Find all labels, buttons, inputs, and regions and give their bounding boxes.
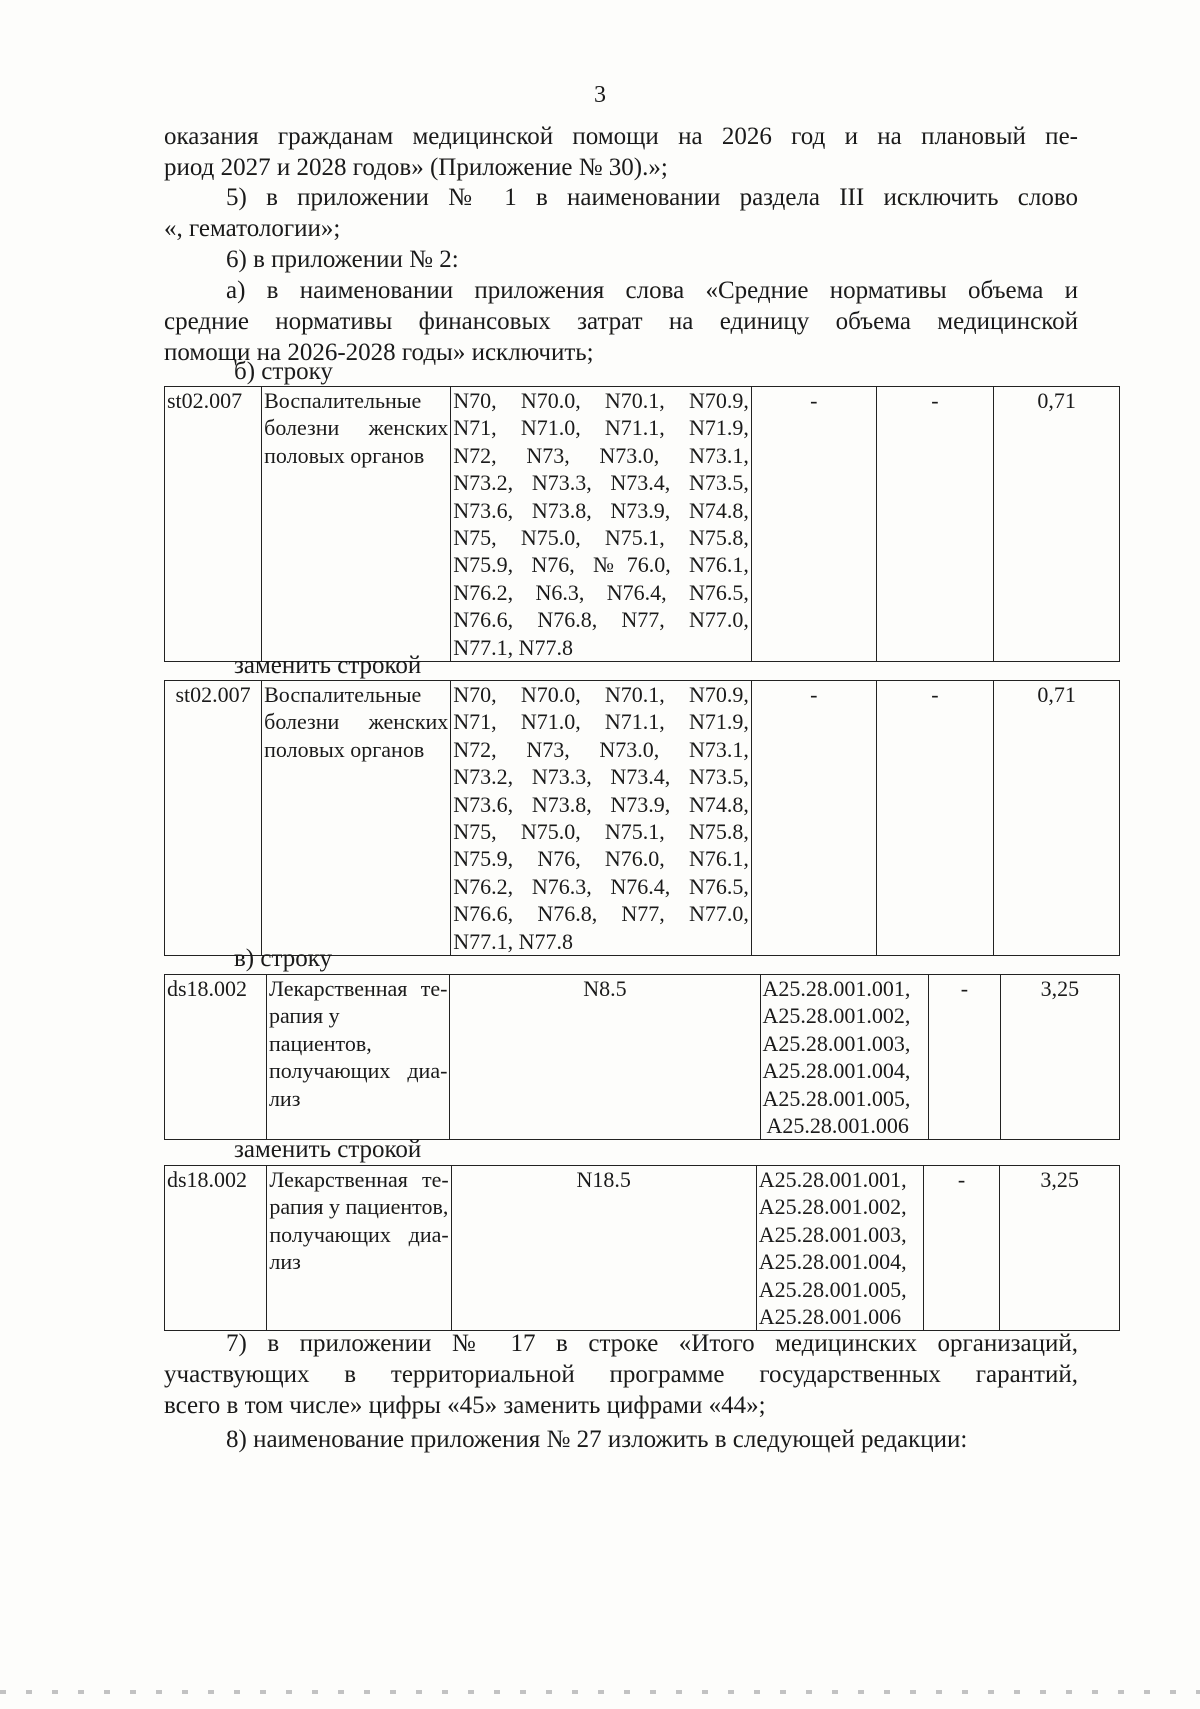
name-line: Воспалительные (264, 682, 422, 707)
code-cell: st02.007 (165, 681, 262, 956)
icd-codes-cell: N8.5 (450, 975, 760, 1140)
item-5-line-2: «, гематологии»; (164, 215, 341, 242)
service-line: A25.28.001.004, (762, 1058, 911, 1084)
name-line: лиз (268, 1085, 301, 1111)
intro-paragraph (164, 121, 1078, 183)
code-cell: st02.007 (165, 387, 262, 662)
icd-line: N70, N70.0, N70.1, N70.9, (453, 682, 749, 707)
services-cell (760, 975, 928, 1140)
coefficient-cell: 0,71 (994, 681, 1120, 956)
table-row (165, 1166, 1120, 1331)
dash-cell: - (928, 975, 1000, 1140)
service-line: A25.28.001.005, (762, 1085, 911, 1111)
dash-cell: - (923, 1166, 1000, 1331)
code-cell: ds18.002 (165, 975, 267, 1140)
name-line: получающих диа- (269, 1221, 449, 1247)
name-line: половых органов (264, 442, 425, 468)
service-line: A25.28.001.003, (762, 1030, 911, 1056)
icd-line: N77.1, N77.8 (453, 928, 574, 954)
dash-cell: - (876, 681, 994, 956)
table-replacement-st02-007 (164, 680, 1120, 956)
name-line: половых органов (264, 736, 425, 762)
scan-edge-artifact (0, 1690, 1200, 1694)
dash-cell: - (876, 387, 994, 662)
table-replacement-ds18-002 (164, 1165, 1120, 1331)
label-v-row: в) строку (234, 945, 332, 972)
name-line: болезни женских (264, 415, 449, 441)
item-6a-line-3: помощи на 2026-2028 годы» исключить; (164, 339, 594, 366)
name-line: болезни женских (264, 709, 449, 735)
service-line: A25.28.001.002, (762, 1003, 911, 1029)
icd-line: N71, N71.0, N71.1, N71.9, (453, 709, 749, 735)
service-line: A25.28.001.004, (758, 1249, 907, 1275)
icd-line: N77.1, N77.8 (453, 634, 574, 660)
item-8-paragraph (164, 1424, 1078, 1455)
name-line: Лекарственная те- (269, 1167, 449, 1192)
name-line: лиз (269, 1249, 301, 1275)
service-line: A25.28.001.005, (758, 1276, 907, 1302)
name-line: рапия у пациентов, (269, 1194, 449, 1220)
item-5-line-1: 5) в приложении № 1 в наименовании раздела III исключить слово (226, 184, 1078, 211)
icd-line: N75.9, N76, №76.0, N76.1, (453, 552, 749, 578)
table-original-ds18-002 (164, 974, 1120, 1140)
item-7-line-1: 7) в приложении № 17 в строке «Итого медицинских организаций, (226, 1330, 1078, 1357)
icd-line: N76.6, N76.8, N77, N77.0, (453, 607, 749, 633)
icd-line: N71, N71.0, N71.1, N71.9, (453, 415, 749, 441)
intro-line-2: риод 2027 и 2028 годов» (Приложение № 30).»; (164, 154, 668, 181)
icd-line: N75, N75.0, N75.1, N75.8, (453, 525, 749, 551)
item-6a-line-2: средние нормативы финансовых затрат на единицу объема медицинской (164, 308, 1078, 335)
name-cell (266, 975, 449, 1140)
coefficient-cell: 0,71 (994, 387, 1120, 662)
icd-line: N76.2, N76.3, N76.4, N76.5, (453, 873, 749, 899)
name-cell (267, 1166, 451, 1331)
service-line: A25.28.001.001, (758, 1167, 907, 1192)
item-7-line-2: участвующих в территориальной программе государственных гарантий, (164, 1361, 1078, 1388)
icd-line: N73.2, N73.3, N73.4, N73.5, (453, 764, 749, 790)
service-line: A25.28.001.003, (758, 1221, 907, 1247)
label-b-row: б) строку (234, 358, 333, 385)
item-7-line-3: всего в том числе» цифры «45» заменить цифрами «44»; (164, 1392, 766, 1419)
item-5-paragraph (164, 182, 1078, 244)
name-line: Воспалительные (264, 388, 422, 413)
services-cell: - (751, 387, 876, 662)
services-cell: - (751, 681, 876, 956)
icd-codes-cell (451, 387, 752, 662)
icd-codes-cell: N18.5 (451, 1166, 756, 1331)
icd-line: N73.2, N73.3, N73.4, N73.5, (453, 470, 749, 496)
name-line: Лекарственная те- (268, 976, 448, 1001)
table-row (165, 387, 1120, 662)
icd-line: N76.2, N6.3, N76.4, N76.5, (453, 579, 749, 605)
services-cell (756, 1166, 923, 1331)
icd-line: N76.6, N76.8, N77, N77.0, (453, 901, 749, 927)
service-line: A25.28.001.006 (766, 1113, 909, 1139)
item-8-line: 8) наименование приложения № 27 изложить в следующей редакции: (226, 1426, 968, 1453)
table-original-st02-007 (164, 386, 1120, 662)
item-6a-paragraph (164, 275, 1078, 368)
coefficient-cell: 3,25 (1000, 975, 1119, 1140)
item-6-paragraph (164, 244, 1078, 275)
page-number: 3 (594, 82, 606, 108)
name-cell (262, 387, 451, 662)
icd-line: N70, N70.0, N70.1, N70.9, (453, 388, 749, 413)
icd-line: N75.9, N76, N76.0, N76.1, (453, 846, 749, 872)
name-line: рапия у пациентов, (268, 1003, 372, 1056)
code-cell: ds18.002 (165, 1166, 267, 1331)
table-row (165, 975, 1120, 1140)
icd-line: N72, N73, N73.0, N73.1, (453, 442, 749, 468)
coefficient-cell: 3,25 (1000, 1166, 1120, 1331)
item-6-line: 6) в приложении № 2: (226, 246, 459, 273)
item-6a-line-1: а) в наименовании приложения слова «Средние нормативы объема и (226, 277, 1078, 304)
icd-codes-cell (451, 681, 752, 956)
icd-line: N73.6, N73.8, N73.9, N74.8, (453, 791, 749, 817)
label-replace-2: заменить строкой (234, 1136, 422, 1163)
table-row (165, 681, 1120, 956)
icd-line: N72, N73, N73.0, N73.1, (453, 736, 749, 762)
service-line: A25.28.001.001, (762, 976, 911, 1001)
name-line: получающих диа- (268, 1058, 448, 1084)
item-7-paragraph (164, 1328, 1078, 1421)
icd-line: N73.6, N73.8, N73.9, N74.8, (453, 497, 749, 523)
name-cell (262, 681, 451, 956)
icd-line: N75, N75.0, N75.1, N75.8, (453, 819, 749, 845)
intro-line-1: оказания гражданам медицинской помощи на 2026 год и на плановый пе- (164, 123, 1078, 150)
service-line: A25.28.001.006 (758, 1304, 902, 1330)
service-line: A25.28.001.002, (758, 1194, 907, 1220)
label-replace-1: заменить строкой (234, 652, 422, 679)
